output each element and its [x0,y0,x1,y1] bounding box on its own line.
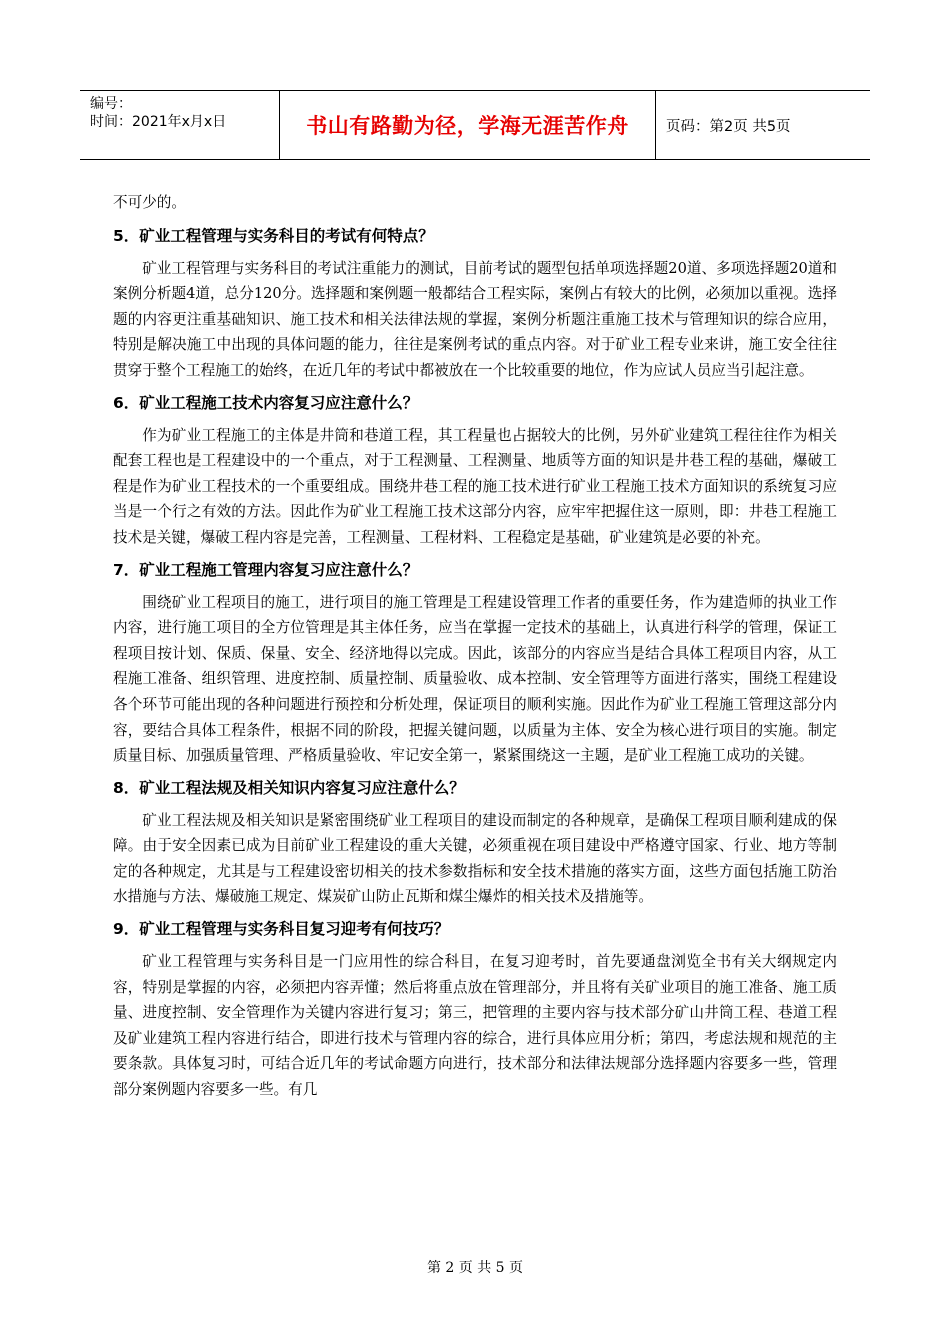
section-text-8: 矿业工程法规及相关知识是紧密围绕矿业工程项目的建设而制定的各种规章，是确保工程项目顺利建成的保障。由于安全因素已成为目前矿业工程建设的重大关键，必须重视在项目建设中严格遵守国家、行业、地方等制定的各种规定，尤其是与工程建设密切相关的技术参数指标和安全技术措施的落实方面，这些方面包括施工防治水措施与方法、爆破施工规定、煤炭矿山防止瓦斯和煤尘爆炸的相关技术及措施等。 [113,811,837,906]
header-motto: 书山有路勤为径，学海无涯苦作舟 [280,91,656,159]
header-page-code: 页码：第2页 共5页 [666,118,791,135]
section-heading-7: 7．矿业工程施工管理内容复习应注意什么？ [113,560,419,579]
section-text-9: 矿业工程管理与实务科目是一门应用性的综合科目，在复习迎考时，首先要通盘浏览全书有关大纲规定内容，特别是掌握的内容，必须把内容弄懂；然后将重点放在管理部分，并且将有关矿业项目的施工准备、施工质量、进度控制、安全管理作为关键内容进行复习；第三，把管理的主要内容与技术部分矿山井筒工程、巷道工程及矿业建筑工程内容进行结合，即进行技术与管理内容的综合，进行具体应用分析；第四，考虑法规和规范的主要条款。具体复习时，可结合近几年的考试命题方向进行，技术部分和法律法规部分选择题内容要多一些，管理部分案例题内容要多一些。有几 [113,953,837,1099]
document-number-label: 编号： [90,96,132,112]
page-footer: 第 2 页 共 5 页 [426,1260,524,1276]
section-text-5: 矿业工程管理与实务科目的考试注重能力的测试，目前考试的题型包括单项选择题20道、多项选择题20道和案例分析题4道，总分120分。选择题和案例题一般都结合工程实际，案例占有较大的比例，必须加以重视。选择题的内容更注重基础知识、施工技术和相关法律法规的掌握，案例分析题注重施工技术与管理知识的综合应用，特别是解决施工中出现的具体问题的能力，往往是案例考试的重点内容。对于矿业工程专业来讲，施工安全往往贯穿于整个工程施工的始终，在近几年的考试中都被放在一个比较重要的地位，作为应试人员应当引起注意。 [113,259,837,379]
page-header [80,90,870,160]
section-heading-6: 6．矿业工程施工技术内容复习应注意什么？ [113,393,419,412]
section-heading-9: 9．矿业工程管理与实务科目复习迎考有何技巧？ [113,920,450,939]
document-body [113,190,837,1103]
section-heading-8: 8．矿业工程法规及相关知识内容复习应注意什么？ [113,778,465,797]
intro-fragment: 不可少的。 [113,194,186,211]
section-text-6: 作为矿业工程施工的主体是井筒和巷道工程，其工程量也占据较大的比例，另外矿业建筑工程往往作为相关配套工程也是工程建设中的一个重点，对于工程测量、工程测量、地质等方面的知识是井巷工程的基础，爆破工程是作为矿业工程技术的一个重要组成。围绕井巷工程的施工技术进行矿业工程施工技术方面知识的系统复习应当是一个行之有效的方法。因此作为矿业工程施工技术这部分内容，应牢牢把握住这一原则，即：井巷工程施工技术是关键，爆破工程内容是完善，工程测量、工程材料、工程稳定是基础，矿业建筑是必要的补充。 [113,426,837,546]
section-heading-5: 5．矿业工程管理与实务科目的考试有何特点？ [113,226,434,245]
header-meta [80,91,280,159]
document-time: 时间：2021年x月x日 [90,114,227,130]
section-text-7: 围绕矿业工程项目的施工，进行项目的施工管理是工程建设管理工作者的重要任务，作为建造师的执业工作内容，进行施工项目的全方位管理是其主体任务，应当在掌握一定技术的基础上，认真进行科学的管理，保证工程项目按计划、保质、保量、安全、经济地得以完成。因此，该部分的内容应当是结合具体工程项目内容，从工程施工准备、组织管理、进度控制、质量控制、质量验收、成本控制、安全管理等方面进行落实，围绕工程建设各个环节可能出现的各种问题进行预控和分析处理，保证项目的顺利实施。因此作为矿业工程施工管理这部分内容，要结合具体工程条件，根据不同的阶段，把握关键问题，以质量为主体、安全为核心进行项目的实施。制定质量目标、加强质量管理、严格质量验收、牢记安全第一，紧紧围绕这一主题，是矿业工程施工成功的关键。 [113,593,837,765]
